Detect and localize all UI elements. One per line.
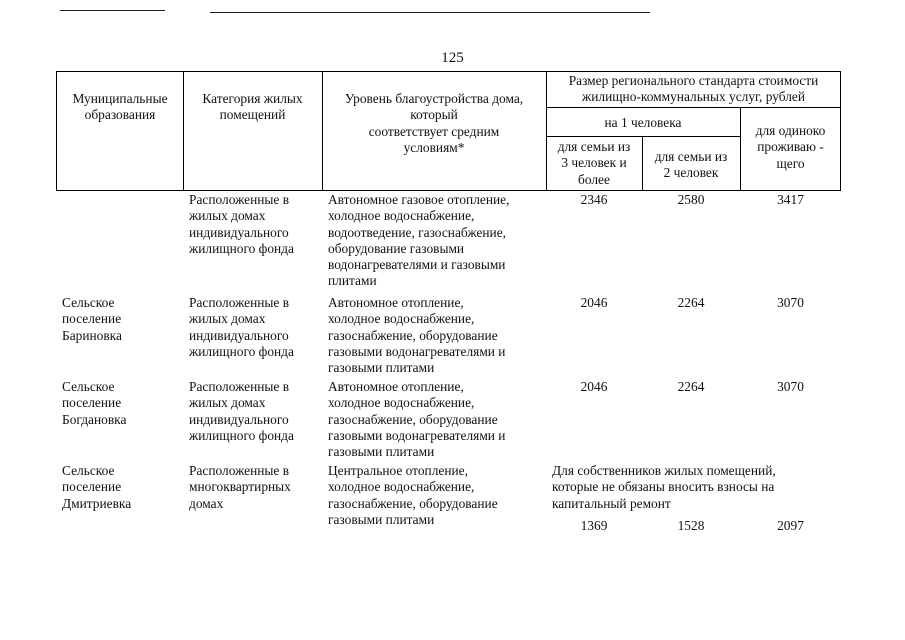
- header-municipalities: Муниципальные образования: [72, 91, 168, 123]
- row-note: Для собственников жилых помещений, которые не обязаны вносить взносы на капитальный ремонт: [552, 463, 776, 511]
- row-amenities: Центральное отопление, холодное водоснабжение, газоснабжение, оборудование газовыми плитами: [328, 463, 498, 527]
- row-value-family-2: 2264: [677, 295, 705, 310]
- page-number: 125: [441, 50, 464, 66]
- row-value-family-3: 2046: [580, 295, 608, 310]
- header-dwelling-category: Категория жилых помещений: [202, 91, 303, 123]
- header-single-resident: для одиноко проживаю - щего: [755, 123, 826, 171]
- row-category: Расположенные в жилых домах индивидуального жилищного фонда: [189, 379, 294, 443]
- row-municipality: Сельское поселение Дмитриевка: [62, 463, 132, 511]
- row-value-family-3: 2346: [580, 192, 608, 207]
- scan-top-line: [210, 12, 650, 13]
- row-category: Расположенные в многоквартирных домах: [189, 463, 291, 511]
- header-family-3-plus: для семьи из 3 человек и более: [557, 139, 631, 187]
- scan-top-line: [60, 10, 165, 11]
- row-value-family-3: 1369: [580, 518, 608, 533]
- header-family-2: для семьи из 2 человек: [654, 149, 728, 181]
- row-value-family-2: 2580: [677, 192, 705, 207]
- row-value-single: 3070: [777, 295, 804, 310]
- row-value-family-2: 2264: [677, 379, 705, 394]
- row-value-family-3: 2046: [580, 379, 608, 394]
- header-standard-size: Размер регионального стандарта стоимости жилищно-коммунальных услуг, рублей: [568, 73, 819, 105]
- header-per-person: на 1 человека: [604, 115, 682, 130]
- row-amenities: Автономное газовое отопление, холодное водоснабжение, водоотведение, газоснабжение, оборудование газовыми водонагревателями и газовыми плитами: [328, 192, 510, 289]
- row-amenities: Автономное отопление, холодное водоснабжение, газоснабжение, оборудование газовыми водонагревателями и газовыми плитами: [328, 295, 506, 376]
- row-category: Расположенные в жилых домах индивидуального жилищного фонда: [189, 192, 294, 256]
- header-amenities-level: Уровень благоустройства дома, который соответствует средним условиям*: [344, 91, 524, 155]
- row-value-single: 3417: [777, 192, 804, 207]
- row-value-family-2: 1528: [677, 518, 705, 533]
- row-municipality: Сельское поселение Богдановка: [62, 379, 127, 427]
- row-amenities: Автономное отопление, холодное водоснабжение, газоснабжение, оборудование газовыми водонагревателями и газовыми плитами: [328, 379, 506, 460]
- row-category: Расположенные в жилых домах индивидуального жилищного фонда: [189, 295, 294, 359]
- row-value-single: 2097: [777, 518, 804, 533]
- row-value-single: 3070: [777, 379, 804, 394]
- row-municipality: Сельское поселение Бариновка: [62, 295, 122, 343]
